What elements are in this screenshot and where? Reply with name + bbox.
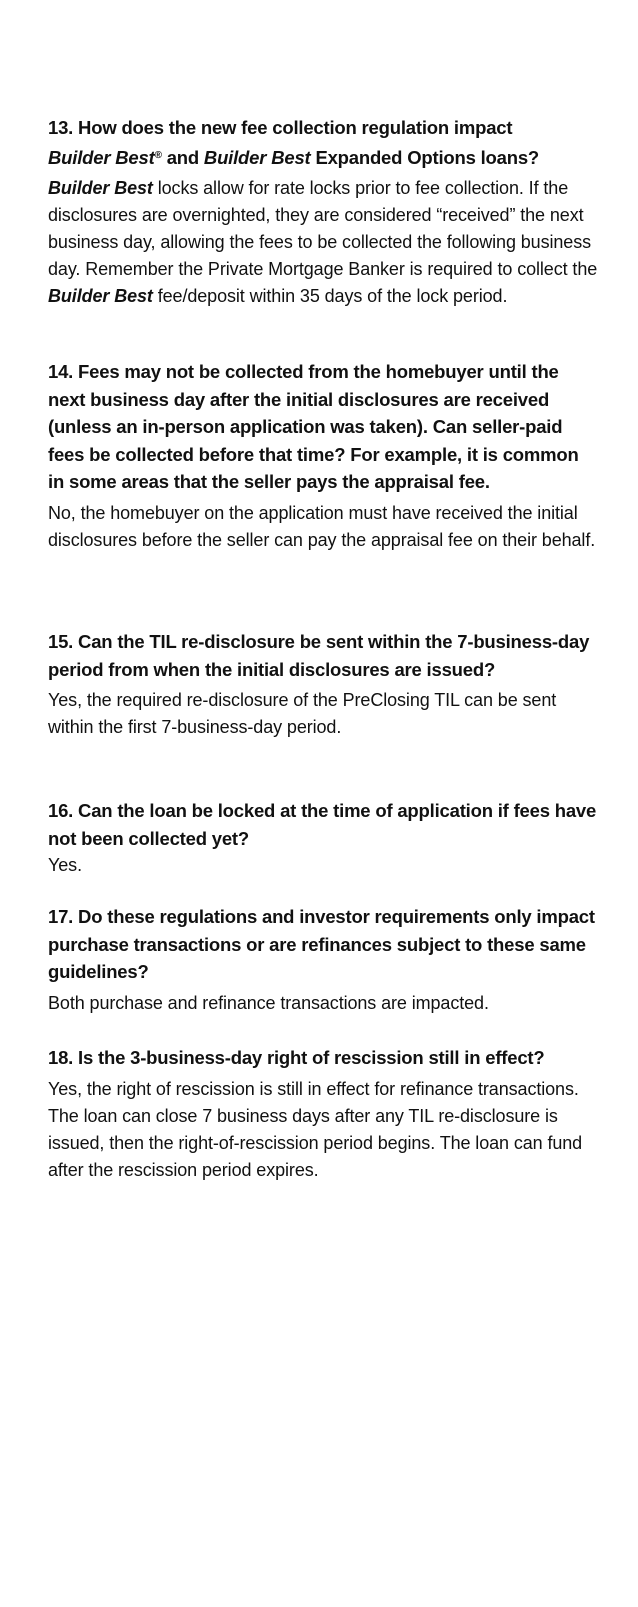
faq-question-14: 14. Fees may not be collected from the homebuyer until the next business day after the initial disclosures are received (unless an in-person application was taken). Can seller-paid fees be collected before that time? For example, it is common in some areas that the seller pays the appraisal fee. — [48, 361, 579, 492]
faq-item-18 — [48, 1044, 598, 1184]
faq-item-15 — [48, 628, 598, 741]
faq-answer-14: No, the homebuyer on the application must have received the initial disclosures before the seller can pay the appraisal fee on their behalf. — [48, 502, 596, 550]
registered-mark: ® — [154, 149, 162, 161]
faq-question-17: 17. Do these regulations and investor requirements only impact purchase transactions or are refinances subject to these same guidelines? — [48, 906, 595, 982]
question-text: Expanded Options loans? — [310, 146, 540, 168]
faq-item-17 — [48, 903, 598, 1017]
answer-text: fee/deposit within 35 days of the lock period. — [152, 286, 508, 306]
faq-question-13 — [48, 114, 598, 171]
brand-name: Builder Best — [48, 178, 153, 198]
faq-question-16: 16. Can the loan be locked at the time of application if fees have not been collected yet? — [48, 800, 597, 849]
faq-item-14 — [48, 358, 598, 554]
faq-answer-17: Both purchase and refinance transactions are impacted. — [48, 992, 489, 1013]
faq-question-15: 15. Can the TIL re-disclosure be sent within the 7-business-day period from when the initial disclosures are issued? — [48, 631, 590, 680]
faq-answer-13 — [48, 175, 598, 310]
answer-text: locks allow for rate locks prior to fee collection. If the disclosures are overnighted, they are considered “received” the next business day, allowing the fees to be collected the following business day. Remember the Private Mortgage Banker is required to collect the — [48, 178, 598, 279]
question-text: 13. How does the new fee collection regulation impact — [48, 117, 513, 138]
faq-answer-15: Yes, the required re-disclosure of the PreClosing TIL can be sent within the first 7-business-day period. — [48, 690, 557, 737]
faq-answer-16: Yes. — [48, 855, 82, 875]
brand-name: Builder Best — [203, 146, 311, 168]
faq-question-18: 18. Is the 3-business-day right of rescission still in effect? — [48, 1047, 545, 1068]
faq-item-16 — [48, 797, 598, 879]
brand-name: Builder Best — [48, 146, 155, 168]
faq-item-13 — [48, 114, 598, 310]
question-text: and — [161, 146, 204, 168]
faq-answer-18: Yes, the right of rescission is still in effect for refinance transactions. The loan can close 7 business days after any TIL re-disclosure is issued, then the right-of-rescission period begins. The loan can fund after the rescission period expires. — [48, 1078, 583, 1180]
brand-name: Builder Best — [48, 286, 153, 306]
